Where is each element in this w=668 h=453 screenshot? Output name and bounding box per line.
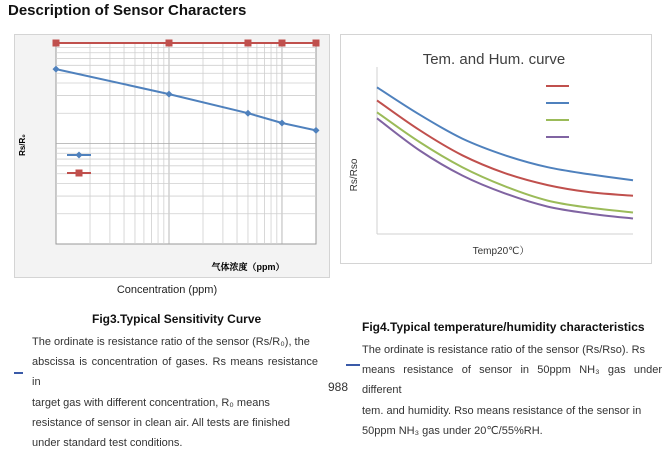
description-line: resistance of sensor in clean air. All tests are finished xyxy=(32,416,291,429)
right-legend xyxy=(546,86,569,137)
page-number: 988 xyxy=(328,380,349,394)
right-margin-bar xyxy=(346,364,360,366)
description-line: abscissa is concentration of gases. Rs means resistance in xyxy=(32,356,318,389)
left-x-axis-label: 气体浓度（ppm） xyxy=(211,262,285,272)
description-line: target gas with different concentration, R₀ means xyxy=(32,396,270,409)
description-line: tem. and humidity. Rso means resistance of the sensor in xyxy=(362,404,642,417)
left-series-point-1 xyxy=(278,40,285,47)
left-series-point-1 xyxy=(244,40,251,47)
right-series-line-1 xyxy=(377,87,633,180)
description-line: The ordinate is resistance ratio of the sensor (Rs/R₀), the xyxy=(32,336,310,348)
description-line: 50ppm NH₃ gas under 20℃/55%RH. xyxy=(362,424,543,437)
page-heading: Description of Sensor Characters xyxy=(8,2,247,19)
description-line: under standard test conditions. xyxy=(32,437,183,450)
left-figure-caption: Fig3.Typical Sensitivity Curve xyxy=(92,312,262,326)
right-figure-caption: Fig4.Typical temperature/humidity characteristics xyxy=(362,320,645,334)
sensitivity-chart-panel xyxy=(14,34,330,278)
left-series-point-1 xyxy=(165,40,172,47)
left-description xyxy=(32,332,318,453)
sensitivity-chart xyxy=(15,35,329,277)
description-line: means resistance of sensor in 50ppm NH₃ gas under different xyxy=(362,364,662,397)
right-series-line-3 xyxy=(377,118,633,218)
right-chart-title: Tem. and Hum. curve xyxy=(422,51,566,68)
left-series-point-1 xyxy=(53,40,60,47)
left-x-caption: Concentration (ppm) xyxy=(116,284,218,296)
right-x-axis-label: Temp20℃） xyxy=(472,246,530,257)
left-y-axis-label: Rs/R₀ xyxy=(18,134,27,156)
left-series-point-1 xyxy=(313,40,320,47)
right-description xyxy=(362,340,662,441)
left-margin-bar xyxy=(14,372,23,374)
description-line: The ordinate is resistance ratio of the sensor (Rs/Rso). Rs xyxy=(362,344,646,356)
right-y-axis-label: Rs/Rso xyxy=(349,158,360,192)
temp-humidity-chart xyxy=(341,35,651,263)
left-legend-marker xyxy=(76,170,83,177)
temp-humidity-chart-panel xyxy=(340,34,652,264)
